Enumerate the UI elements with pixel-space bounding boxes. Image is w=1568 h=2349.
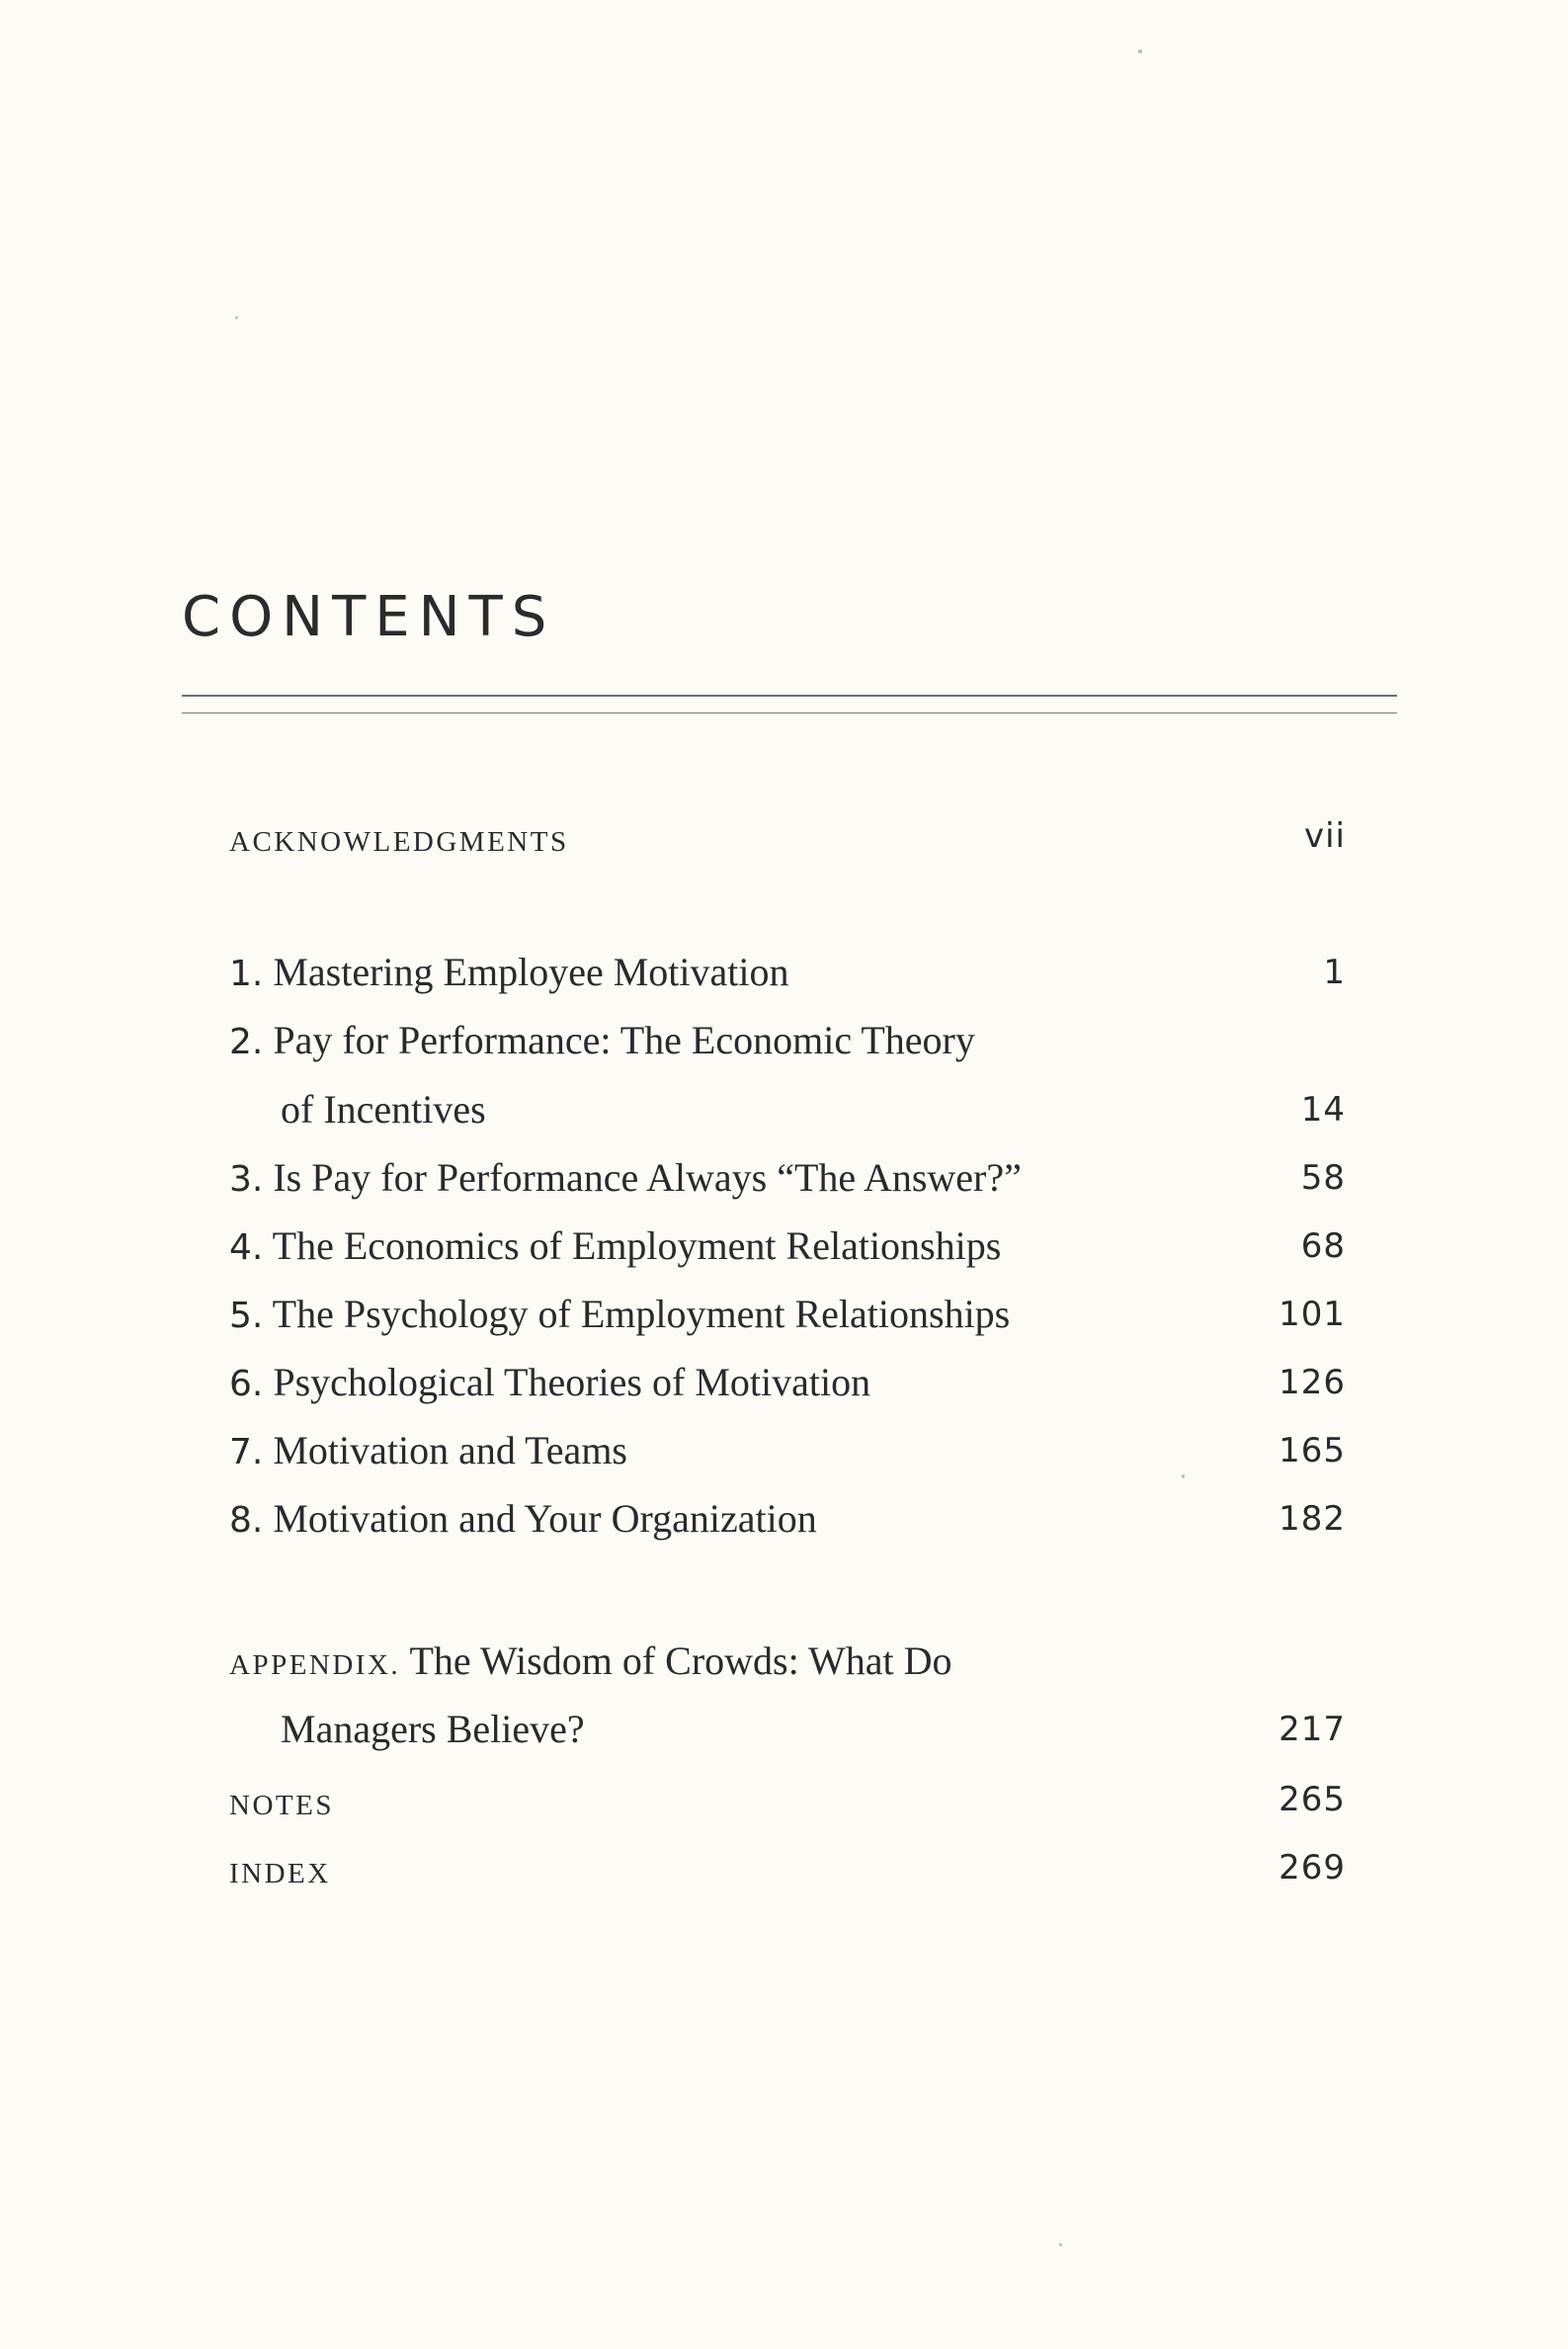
chapter-number: 2. bbox=[229, 1022, 264, 1062]
toc-entry-page: 182 bbox=[1279, 1499, 1346, 1539]
toc-entry-page: 217 bbox=[1279, 1710, 1346, 1749]
chapter-number: 8. bbox=[229, 1500, 264, 1541]
toc-entry-title bbox=[229, 1495, 817, 1545]
appendix-title-continued: Managers Believe? bbox=[281, 1707, 585, 1751]
chapter-number: 6. bbox=[229, 1364, 264, 1404]
toc-entry-page: 68 bbox=[1300, 1226, 1346, 1266]
chapter-title: The Economics of Employment Relationships bbox=[272, 1223, 1002, 1268]
toc-entry-title bbox=[229, 1637, 952, 1689]
speck bbox=[1138, 49, 1142, 53]
chapter-title: Motivation and Your Organization bbox=[273, 1496, 817, 1541]
toc-entry-page: vii bbox=[1303, 816, 1346, 856]
chapter-title: Mastering Employee Motivation bbox=[273, 950, 789, 994]
toc-entry-page: 14 bbox=[1300, 1090, 1346, 1130]
toc-entry-title bbox=[229, 1154, 1022, 1204]
chapter-number: 4. bbox=[229, 1227, 264, 1268]
toc-entry-page: 165 bbox=[1279, 1431, 1346, 1470]
chapter-title: Pay for Performance: The Economic Theory bbox=[273, 1018, 975, 1062]
chapter-title-continued: of Incentives bbox=[281, 1087, 486, 1132]
toc-entry-label: ACKNOWLEDGMENTS bbox=[229, 826, 569, 858]
chapter-number: 7. bbox=[229, 1432, 264, 1472]
toc-entry-page: 101 bbox=[1279, 1295, 1346, 1334]
toc-entry-title bbox=[229, 949, 789, 998]
toc-entry-title bbox=[229, 1017, 975, 1066]
chapter-title: Psychological Theories of Motivation bbox=[273, 1360, 871, 1404]
chapter-title: Is Pay for Performance Always “The Answer?” bbox=[273, 1155, 1022, 1200]
toc-entry-title bbox=[229, 1291, 1010, 1340]
toc-entry-page: 58 bbox=[1300, 1158, 1346, 1198]
chapter-number: 3. bbox=[229, 1159, 264, 1200]
speck bbox=[235, 316, 238, 319]
speck bbox=[1059, 2243, 1062, 2246]
toc-entry-title bbox=[229, 1359, 870, 1408]
speck bbox=[1182, 1474, 1185, 1478]
chapter-number: 1. bbox=[229, 954, 264, 994]
toc-entry-page: 265 bbox=[1279, 1780, 1346, 1819]
appendix-label: APPENDIX. bbox=[229, 1649, 401, 1681]
toc-entry-label: NOTES bbox=[229, 1790, 334, 1821]
contents-heading: CONTENTS bbox=[182, 585, 556, 649]
toc-entry-page: 269 bbox=[1279, 1848, 1346, 1888]
toc-entry-page: 1 bbox=[1323, 953, 1346, 992]
toc-entry-label: INDEX bbox=[229, 1858, 331, 1889]
toc-entry-title bbox=[229, 1222, 1001, 1272]
chapter-title: Motivation and Teams bbox=[273, 1428, 627, 1472]
chapter-number: 5. bbox=[229, 1296, 264, 1336]
toc-entry-title bbox=[229, 1427, 627, 1476]
toc-entry-page: 126 bbox=[1279, 1363, 1346, 1402]
chapter-title: The Psychology of Employment Relationships bbox=[272, 1292, 1011, 1336]
appendix-title: The Wisdom of Crowds: What Do bbox=[409, 1638, 952, 1683]
